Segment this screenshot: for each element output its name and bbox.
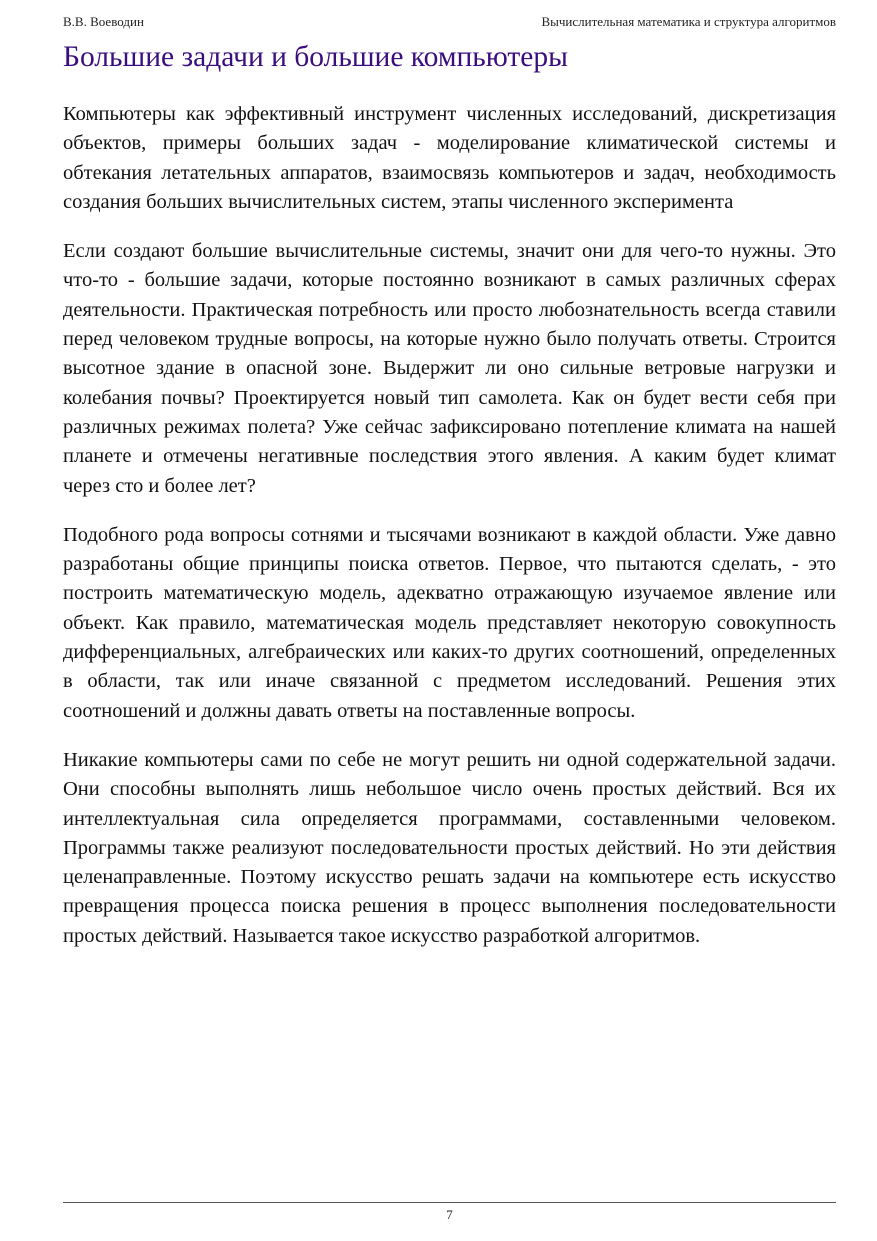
page-number: 7 bbox=[446, 1207, 453, 1222]
body-text bbox=[63, 100, 836, 971]
running-header bbox=[63, 14, 836, 34]
paragraph-abstract: Компьютеры как эффективный инструмент численных исследований, дискретизация объектов, примеры больших задач - моделирование климатической системы и обтекания летательных аппаратов, взаимосвязь компьютеров и задач, необходимость создания больших вычислительных систем, этапы численного эксперимента bbox=[63, 103, 836, 213]
footer-divider bbox=[63, 1202, 836, 1203]
paragraph-1: Если создают большие вычислительные системы, значит они для чего-то нужны. Это что-то - большие задачи, которые постоянно возникают в самых различных сферах деятельности. Практическая потребность или просто любознательность всегда ставили перед человеком трудные вопросы, на которые нужно было получать ответы. Строится высотное здание в опасной зоне. Выдержит ли оно сильные ветровые нагрузки и колебания почвы? Проектируется новый тип самолета. Как он будет вести себя при различных режимах полета? Уже сейчас зафиксировано потепление климата на нашей планете и отмечены негативные последствия этого явления. А каким будет климат через сто и более лет? bbox=[63, 240, 836, 497]
paragraph-2: Подобного рода вопросы сотнями и тысячами возникают в каждой области. Уже давно разработаны общие принципы поиска ответов. Первое, что пытаются сделать, - это построить математическую модель, адекватно отражающую изучаемое явление или объект. Как правило, математическая модель представляет некоторую совокупность дифференциальных, алгебраических или каких-то других соотношений, определенных в области, так или иначе связанной с предметом исследований. Решения этих соотношений и должны давать ответы на поставленные вопросы. bbox=[63, 523, 836, 722]
header-book-title: Вычислительная математика и структура алгоритмов bbox=[541, 14, 836, 29]
paragraph-3: Никакие компьютеры сами по себе не могут решить ни одной содержательной задачи. Они способны выполнять лишь небольшое число очень простых действий. Вся их интеллектуальная сила определяется программами, составленными человеком. Программы также реализуют последовательности простых действий. Но эти действия целенаправленные. Поэтому искусство решать задачи на компьютере есть искусство превращения процесса поиска решения в процесс выполнения последовательности простых действий. Называется такое искусство разработкой алгоритмов. bbox=[63, 748, 836, 947]
header-author: В.В. Воеводин bbox=[63, 14, 144, 29]
section-title: Большие задачи и большие компьютеры bbox=[63, 41, 568, 73]
